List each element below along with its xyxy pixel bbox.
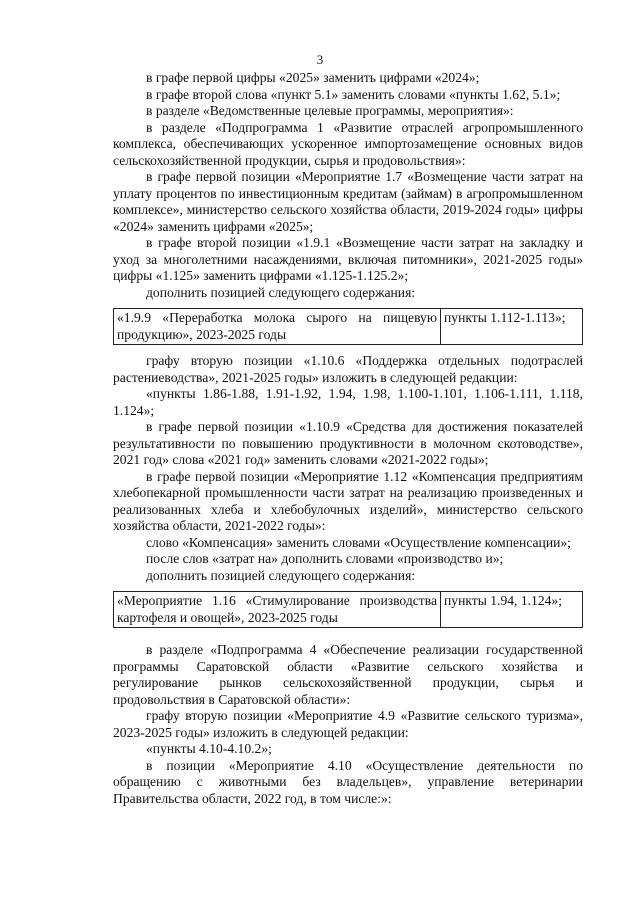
paragraph: в графе первой позиции «1.10.9 «Средства для достижения показателей результативности по повышению продуктивности в молочном скотоводстве», 2021 год» слова «2021 год» заменить словами «2021-2022 годы»;	[113, 419, 583, 467]
paragraph: в графе первой позиции «Мероприятие 1.12 «Компенсация предприятиям хлебопекарной промышленности части затрат на реализацию произведенных и реализованных хлеба и хлебобулочных изделий», министерство сельского хозяйства области, 2021-2022 годы»:	[113, 468, 583, 533]
table-cell-position: «Мероприятие 1.16 «Стимулирование производства картофеля и овощей», 2023-2025 годы	[114, 592, 441, 628]
paragraph: в позиции «Мероприятие 4.10 «Осуществление деятельности по обращению с животными без владельцев», управление ветеринарии Правительства области, 2022 год, в том числе:»:	[113, 757, 583, 806]
paragraph: в разделе «Подпрограмма 1 «Развитие отраслей агропромышленного комплекса, обеспечивающих ускоренное импортозамещение основных видов сельскохозяйственной продукции, сырья и продовольствия»:	[113, 119, 583, 168]
document-body	[113, 70, 583, 807]
table-row	[114, 309, 583, 345]
paragraph: в разделе «Подпрограмма 4 «Обеспечение реализации государственной программы Саратовской области «Развитие сельского хозяйства и регулирование рынков сельскохозяйственной продукции, сырья и продовольствия в Саратовской области»:	[113, 642, 583, 707]
table-cell-position: «1.9.9 «Переработка молока сырого на пищевую продукцию», 2023-2025 годы	[114, 309, 441, 345]
paragraph: в графе второй слова «пункт 5.1» заменить словами «пункты 1.62, 5.1»;	[146, 86, 561, 102]
table-cell-items: пункты 1.112-1.113»;	[441, 309, 583, 345]
paragraph: «пункты 1.86-1.88, 1.91-1.92, 1.94, 1.98, 1.100-1.101, 1.106-1.111, 1.118, 1.124»;	[113, 386, 583, 418]
paragraph: дополнить позицией следующего содержания:	[146, 284, 416, 300]
paragraph: после слов «затрат на» дополнить словами «производство и»;	[146, 551, 504, 566]
paragraph: в графе первой цифры «2025» заменить цифрами «2024»;	[146, 70, 480, 85]
paragraph: в разделе «Ведомственные целевые программы, мероприятия»:	[146, 103, 514, 118]
inserted-position-table-2	[113, 591, 583, 628]
paragraph: графу вторую позиции «1.10.6 «Поддержка отдельных подотраслей растениеводства», 2021-2025 годы» изложить в следующей редакции:	[113, 353, 583, 385]
paragraph: «пункты 4.10-4.10.2»;	[146, 741, 272, 756]
table-row	[114, 592, 583, 628]
paragraph: слово «Компенсация» заменить словами «Осуществление компенсации»;	[146, 534, 571, 550]
table-cell-items: пункты 1.94, 1.124»;	[441, 592, 583, 628]
paragraph: дополнить позицией следующего содержания:	[146, 567, 416, 583]
paragraph: графу вторую позиции «Мероприятие 4.9 «Развитие сельского туризма», 2023-2025 годы» изложить в следующей редакции:	[113, 708, 583, 740]
page-number: 3	[316, 52, 324, 67]
paragraph: в графе первой позиции «Мероприятие 1.7 «Возмещение части затрат на уплату процентов по инвестиционным кредитам (займам) в агропромышленном комплексе», министерство сельского хозяйства области, 2019-2024 годы» цифры «2024» заменить цифрами «2025»;	[113, 169, 583, 234]
paragraph: в графе второй позиции «1.9.1 «Возмещение части затрат на закладку и уход за многолетними насаждениями, включая питомники», 2021-2025 годы» цифры «1.125» заменить цифрами «1.125-1.125.2»;	[113, 235, 583, 283]
inserted-position-table-1	[113, 308, 583, 345]
